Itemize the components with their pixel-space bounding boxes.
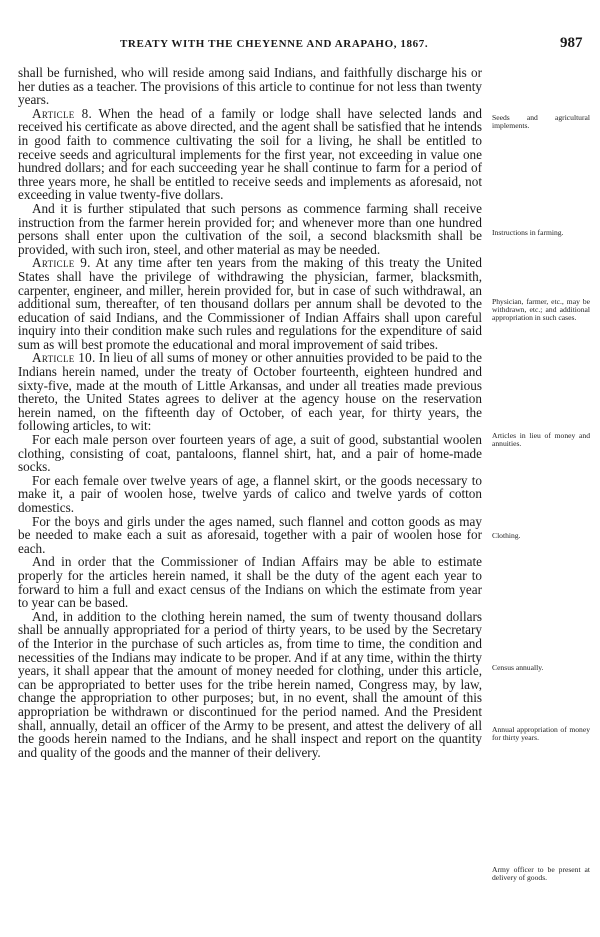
page-header xyxy=(0,35,600,52)
paragraph-male-clothing: For each male person over fourteen years of age, a suit of good, substantial woolen clothing, consisting of coat, pantaloons, flannel shirt, hat, and a pair of home-made socks. xyxy=(18,432,482,475)
paragraph-continuation: shall be furnished, who will reside among said Indians, and faithfully discharge his or her duties as a teacher. The provisions of this article to continue for not less than twenty years. xyxy=(18,65,482,108)
margin-note-seeds: Seeds and agricultural implements. xyxy=(492,113,590,131)
article-8-label: Article 8. xyxy=(32,105,93,121)
margin-note-census: Census annually. xyxy=(492,663,544,672)
margin-note-clothing: Clothing. xyxy=(492,531,521,540)
margin-note-physician: Physician, farmer, etc., may be withdrawn, etc.; and additional appropriation in such cases. xyxy=(492,297,590,323)
paragraph-article-9 xyxy=(18,256,482,351)
article-9-label: Article 9. xyxy=(32,255,91,271)
page-number: 987 xyxy=(560,35,583,51)
treaty-body-text xyxy=(18,66,482,759)
paragraph-article-8 xyxy=(18,107,482,202)
paragraph-farming-instruction: And it is further stipulated that such persons as commence farming shall receive instruction from the farmer herein provided for; and whenever more than one hundred persons shall enter upon the cultivation of the soil, a second blacksmith shall be provided, with such iron, steel, and other material as may be needed. xyxy=(18,200,482,257)
article-9-text: At any time after ten years from the making of this treaty the United States shall have the privilege of withdrawing the physician, farmer, blacksmith, carpenter, engineer, and miller, herein provided for, but in case of such withdrawal, an additional sum, thereafter, of ten thousand dollars per annum shall be devoted to the education of said Indians, and the Commissioner of Indian Affairs shall upon careful inquiry into their condition make such rules and regulations for the expenditure of said sum as will best promote the educational and moral improvement of said tribes. xyxy=(18,255,482,352)
paragraph-article-10 xyxy=(18,351,482,433)
paragraph-female-clothing: For each female over twelve years of age, a flannel skirt, or the goods necessary to make it, a pair of woolen hose, twelve yards of calico and twelve yards of cotton domestics. xyxy=(18,472,482,515)
paragraph-appropriation: And, in addition to the clothing herein named, the sum of twenty thousand dollars shall be annually appropriated for a period of thirty years, to be used by the Secretary of the Interior in the purchase of such articles as, from time to time, the condition and necessities of the Indians may indicate to be proper. And if at any time, within the thirty years, it shall appear that the amount of money needed for clothing, under this article, can be appropriated to better uses for the tribe herein named, Congress may, by law, change the appropriation to other purposes; but, in no event, shall the amount of this appropriation be withdrawn or discontinued for the period named. And the President shall, annually, detail an officer of the Army to be present, and attest the delivery of all the goods herein named to the Indians, and he shall inspect and report on the quantity and quality of the goods and the manner of their delivery. xyxy=(18,608,482,760)
running-head: TREATY WITH THE CHEYENNE AND ARAPAHO, 1867. xyxy=(120,38,429,50)
paragraph-census: And in order that the Commissioner of Indian Affairs may be able to estimate properly for the articles herein named, it shall be the duty of the agent each year to forward to him a full and exact census of the Indians on which the estimate from year to year can be based. xyxy=(18,554,482,611)
margin-note-army-officer: Army officer to be present at delivery of goods. xyxy=(492,865,590,883)
article-10-label: Article 10. xyxy=(32,350,96,366)
article-8-text: When the head of a family or lodge shall have selected lands and received his certificate as above directed, and the agent shall be satisfied that he intends in good faith to commence cultivating the soil for a living, he shall be entitled to receive seeds and agricultural implements for the first year, not exceeding in value one hundred dollars; and for each succeeding year he shall continue to farm for a period of three years more, he shall be entitled to receive seeds and implements as aforesaid, not exceeding in value twenty-five dollars. xyxy=(18,105,482,203)
margin-note-annual-appropriation: Annual appropriation of money for thirty years. xyxy=(492,725,590,743)
article-10-text: In lieu of all sums of money or other annuities provided to be paid to the Indians herein named, under the treaty of October fourteenth, eighteen hundred and sixty-five, made at the mouth of Little Arkansas, and under all treaties made previous thereto, the United States agrees to deliver at the agency house on the reservation herein named, on the fifteenth day of October, of each year, for thirty years, the following articles, to wit: xyxy=(18,350,482,434)
paragraph-children-clothing: For the boys and girls under the ages named, such flannel and cotton goods as may be needed to make each a suit as aforesaid, together with a pair of woolen hose for each. xyxy=(18,513,482,556)
margin-note-instructions: Instructions in farming. xyxy=(492,228,564,237)
margin-note-articles-in-lieu: Articles in lieu of money and annuities. xyxy=(492,431,590,449)
